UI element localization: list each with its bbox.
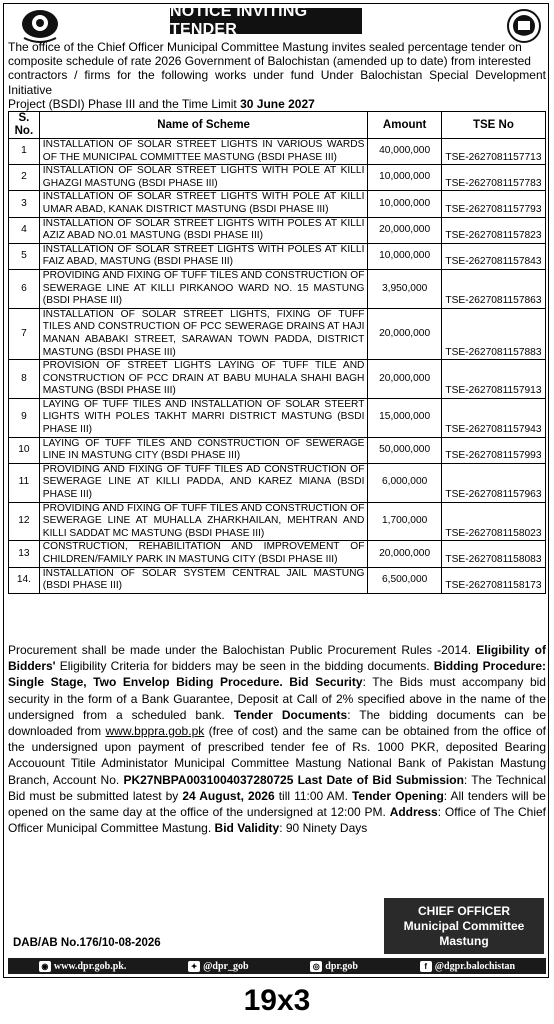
ad-size: 19x3 (243, 984, 311, 1017)
table-row (9, 360, 546, 399)
terms-text: : All tenders will be opened on the same day at the office of the undersigned at 12:00 PM. (8, 788, 546, 820)
row-scheme-name: INSTALLATION OF SOLAR STREET LIGHTS WITH POLES AT KILLI FAIZ ABAD, MASTUNG (BSDI PHASE III) (39, 243, 368, 269)
row-tse-no: TSE-2627081158023 (441, 502, 545, 541)
row-amount: 20,000,000 (368, 308, 441, 359)
header-amount: Amount (368, 112, 441, 139)
row-sn: 1 (9, 139, 40, 165)
terms-text: (free of cost) and the same can be obtained from the office of the undersigned upon payment of prescribed tender fee of Rs. 1000 PKR, deposited Bearing Accouount Titile Administator Municipal Committee Mastung National Bank of Pakistan Mastung Branch, Account No. (8, 724, 547, 787)
terms-text: : The bidding documents can be downloaded from (8, 707, 547, 739)
table-row (9, 567, 546, 593)
row-amount: 50,000,000 (368, 437, 441, 463)
row-amount: 20,000,000 (368, 217, 441, 243)
row-scheme-name: LAYING OF TUFF TILES AND CONSTRUCTION OF SEWERAGE LINE IN MASTUNG CITY (BSDI PHASE III) (39, 437, 368, 463)
footer-web[interactable] (39, 961, 126, 972)
terms-text: till 11:00 AM. (274, 788, 352, 803)
row-amount: 10,000,000 (368, 191, 441, 217)
table-row (9, 139, 546, 165)
row-amount: 15,000,000 (368, 398, 441, 437)
row-scheme-name: CONSTRUCTION, REHABILITATION AND IMPROVEMENT OF CHILDREN/FAMILY PARK IN MASTUNG CITY (BSDI PHASE III) (39, 541, 368, 567)
row-sn: 10 (9, 437, 40, 463)
row-amount: 1,700,000 (368, 502, 441, 541)
table-row (9, 502, 546, 541)
signature-line: CHIEF OFFICER (418, 903, 510, 918)
table-row (9, 269, 546, 308)
row-amount: 40,000,000 (368, 139, 441, 165)
row-sn: 11 (9, 463, 40, 502)
intro-line: composite schedule of rate 2026 Government of Balochistan (amended up to date) from interested (8, 54, 531, 69)
terms-bold: 24 August, 2026 (182, 788, 275, 803)
row-tse-no: TSE-2627081157993 (441, 437, 545, 463)
header-sn: S. No. (9, 112, 40, 139)
row-sn: 2 (9, 165, 40, 191)
terms-bold: Tender Opening (351, 788, 444, 803)
signature-line: Municipal Committee (403, 918, 525, 933)
intro-paragraph (8, 40, 546, 111)
row-scheme-name: PROVIDING AND FIXING OF TUFF TILES AD CONSTRUCTION OF SEWERAGE LINE AT KILLI PADDA, AND KAREZ MIANA (BSDI PHASE III) (39, 463, 368, 502)
footer-twitter-text: @dpr_gob (203, 960, 249, 972)
header-name: Name of Scheme (39, 112, 368, 139)
row-amount: 20,000,000 (368, 541, 441, 567)
footer-instagram-text: dpr.gob (325, 960, 358, 972)
terms-paragraph (8, 642, 546, 836)
row-scheme-name: INSTALLATION OF SOLAR STREET LIGHTS, FIXING OF TUFF TILES AND CONSTRUCTION OF PCC SEWERAGE DRAINS AT HAJI MANAN ABABAKI STREET, SARAWAN TOWN PADDA, DISTRICT MASTUNG (BSDI PHASE III) (39, 308, 368, 359)
footer-web-text: www.dpr.gob.pk. (53, 960, 127, 972)
terms-text: : The Technical Bid must be submitted latest by (8, 772, 546, 803)
row-tse-no: TSE-2627081157963 (441, 463, 545, 502)
terms-bold: Bidding Procedure: Single Stage, Two Envelop Biding Procedure. Bid Security (8, 659, 546, 690)
footer-instagram[interactable] (310, 961, 358, 972)
row-scheme-name: PROVISION OF STREET LIGHTS LAYING OF TUFF TILE AND CONSTRUCTION OF PCC DRAIN AT BABU MUHALA SHAHI BAGH MASTUNG (BSDI PHASE III) (39, 360, 368, 399)
intro-line: contractors / firms for the following works under fund Under Balochistan Special Development Initiative (8, 68, 546, 97)
footer-facebook-text: @dgpr.balochistan (434, 960, 516, 972)
row-scheme-name: INSTALLATION OF SOLAR STREET LIGHTS WITH POLE AT KILLI GHAZGI MASTUNG (BSDI PHASE III) (39, 165, 368, 191)
time-limit: 30 June 2027 (240, 96, 315, 111)
row-tse-no: TSE-2627081158083 (441, 541, 545, 567)
terms-bold: Bid Validity (214, 821, 280, 836)
row-sn: 6 (9, 269, 40, 308)
website-link[interactable]: www.bppra.gob.pk (105, 724, 205, 739)
terms-text: : Office of The Chief Officer Municipal Committee Mastung. (8, 805, 546, 836)
signature-block (384, 898, 544, 954)
globe-icon: ◉ (39, 961, 51, 972)
municipal-logo-icon (502, 8, 546, 44)
footer-twitter[interactable] (188, 961, 248, 972)
government-logo-icon (18, 8, 62, 44)
row-amount: 10,000,000 (368, 243, 441, 269)
table-row (9, 165, 546, 191)
row-sn: 8 (9, 360, 40, 399)
row-amount: 10,000,000 (368, 165, 441, 191)
row-scheme-name: LAYING OF TUFF TILES AND INSTALLATION OF SOLAR STEERT LIGHTS WITH POLES TAKHT MARRI DISTRICT MASTUNG (BSDI PHASE III) (39, 398, 368, 437)
terms-text: : 90 Ninety Days (279, 821, 368, 836)
row-scheme-name: PROVIDING AND FIXING OF TUFF TILES AND CONSTRUCTION OF SEWERAGE LINE AT MUHALLA ZHARKHAILAN, MEHTRAN AND KILLI SADDAT MC MASTUNG (BSDI PHASE III) (39, 502, 368, 541)
row-sn: 9 (9, 398, 40, 437)
row-scheme-name: INSTALLATION OF SOLAR STREET LIGHTS WITH POLES AT KILLI AZIZ ABAD NO.01 MASTUNG (BSDI PHASE III) (39, 217, 368, 243)
tender-table (8, 111, 546, 594)
row-tse-no: TSE-2627081157863 (441, 269, 545, 308)
table-row (9, 463, 546, 502)
signature-line: Mastung (439, 933, 489, 948)
row-tse-no: TSE-2627081158173 (441, 567, 545, 593)
table-row (9, 308, 546, 359)
table-row (9, 217, 546, 243)
intro-line (8, 97, 546, 111)
row-sn: 13 (9, 541, 40, 567)
terms-bold: Address (389, 805, 438, 820)
reference-number: DAB/AB No.176/10-08-2026 (13, 937, 161, 949)
intro-text: Project (BSDI) Phase III and the Time Limit (8, 96, 241, 111)
row-scheme-name: PROVIDING AND FIXING OF TUFF TILES AND CONSTRUCTION OF SEWERAGE LINE AT KILLI PIRKANOO WARD NO. 15 MASTUNG (BSDI PHASE III) (39, 269, 368, 308)
table-row (9, 437, 546, 463)
instagram-icon: ◎ (310, 961, 322, 972)
table-row (9, 243, 546, 269)
header-tse: TSE No (441, 112, 545, 139)
row-amount: 3,950,000 (368, 269, 441, 308)
facebook-icon: f (420, 961, 432, 972)
row-sn: 3 (9, 191, 40, 217)
row-tse-no: TSE-2627081157713 (441, 139, 545, 165)
row-tse-no: TSE-2627081157913 (441, 360, 545, 399)
row-sn: 4 (9, 217, 40, 243)
row-tse-no: TSE-2627081157793 (441, 191, 545, 217)
row-scheme-name: INSTALLATION OF SOLAR SYSTEM CENTRAL JAIL MASTUNG (BSDI PHASE III) (39, 567, 368, 593)
row-tse-no: TSE-2627081157883 (441, 308, 545, 359)
row-sn: 14. (9, 567, 40, 593)
row-scheme-name: INSTALLATION OF SOLAR STREET LIGHTS IN VARIOUS WARDS OF THE MUNICIPAL COMMITTEE MASTUNG (BSDI PHASE III) (39, 139, 368, 165)
terms-bold: PK27NBPA0031004037280725 Last Date of Bid Submission (123, 772, 464, 787)
row-tse-no: TSE-2627081157943 (441, 398, 545, 437)
table-row (9, 191, 546, 217)
notice-title: NOTICE INVITING TENDER (170, 8, 362, 34)
row-tse-no: TSE-2627081157783 (441, 165, 545, 191)
row-sn: 12 (9, 502, 40, 541)
row-sn: 5 (9, 243, 40, 269)
intro-line: The office of the Chief Officer Municipal Committee Mastung invites sealed percentage tender on (8, 40, 522, 54)
footer-facebook[interactable] (420, 961, 515, 972)
terms-text: Procurement shall be made under the Balochistan Public Procurement Rules -2014. (8, 643, 477, 657)
row-amount: 6,000,000 (368, 463, 441, 502)
terms-bold: Tender Documents (233, 707, 348, 722)
footer-bar (8, 958, 546, 974)
table-row (9, 541, 546, 567)
terms-text: : The Bids must accompany bid security in the form of a Bank Guarantee, Deposit at Call of 2% specified above in the name of the undersigned from a scheduled bank. (8, 675, 546, 722)
row-amount: 20,000,000 (368, 360, 441, 399)
row-tse-no: TSE-2627081157843 (441, 243, 545, 269)
row-tse-no: TSE-2627081157823 (441, 217, 545, 243)
row-sn: 7 (9, 308, 40, 359)
terms-text: Eligibility Criteria for bidders may be seen in the bidding documents. (55, 659, 434, 674)
table-header-row (9, 112, 546, 139)
terms-bold: Eligibility of Bidders' (8, 643, 546, 674)
row-scheme-name: INSTALLATION OF SOLAR STREET LIGHTS WITH POLE AT KILLI UMAR ABAD, KANAK DISTRICT MASTUNG (BSDI PHASE III) (39, 191, 368, 217)
table-row (9, 398, 546, 437)
twitter-icon: ✦ (188, 961, 200, 972)
row-amount: 6,500,000 (368, 567, 441, 593)
